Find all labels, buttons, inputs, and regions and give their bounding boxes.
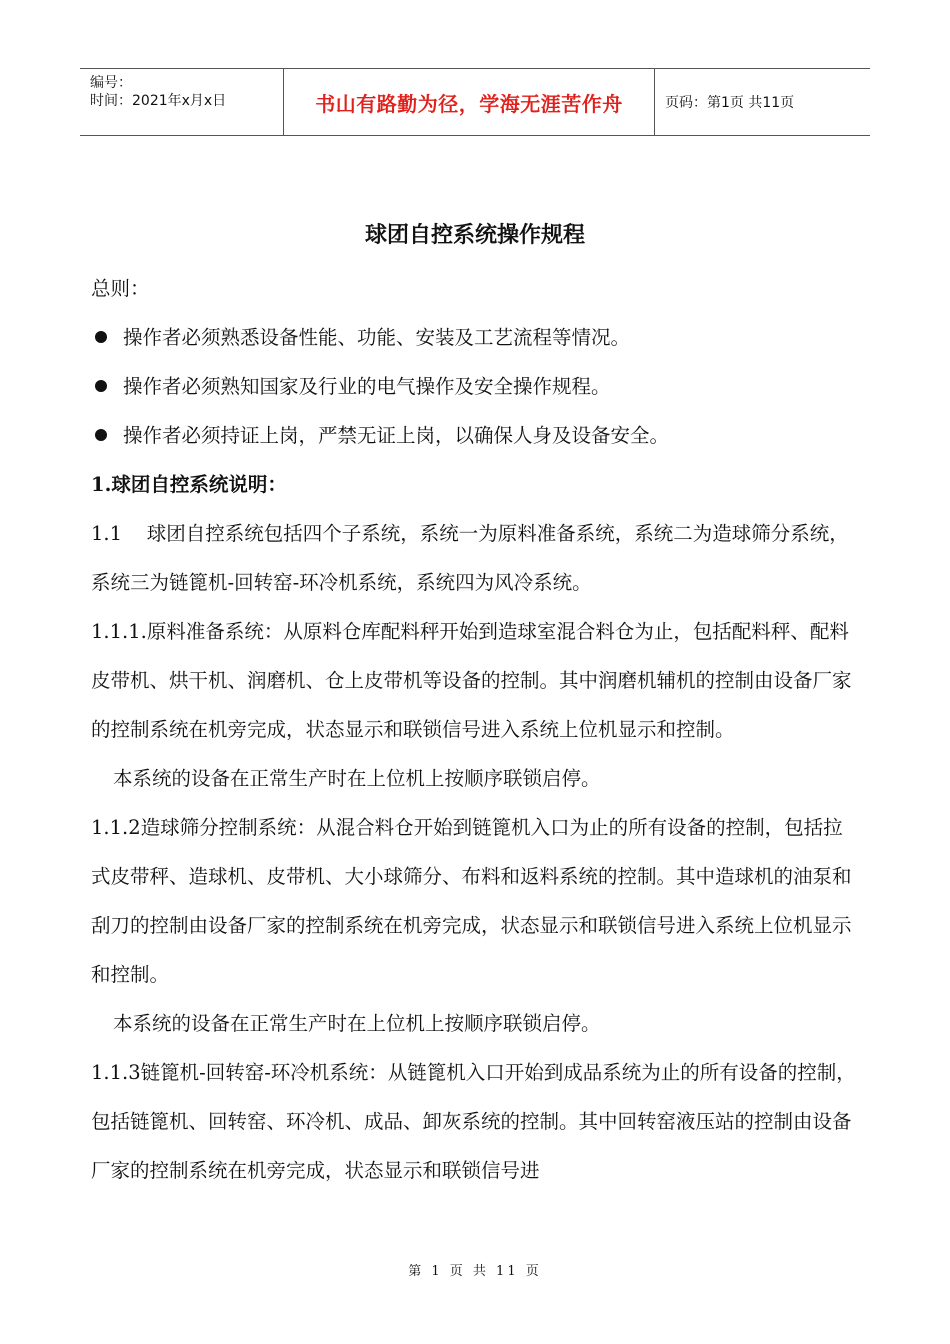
header-motto: 书山有路勤为径，学海无涯苦作舟 <box>283 69 655 135</box>
bullet-dot-icon <box>95 380 107 392</box>
paragraph-1-1-2: 1.1.2造球筛分控制系统：从混合料仓开始到链篦机入口为止的所有设备的控制，包括拉式皮带秤、造球机、皮带机、大小球筛分、布料和返料系统的控制。其中造球机的油泵和刮刀的控制由设备厂家的控制系统在机旁完成，状态显示和联锁信号进入系统上位机显示和控制。 <box>91 816 852 986</box>
paragraph-1-1: 1.1 球团自控系统包括四个子系统，系统一为原料准备系统，系统二为造球筛分系统，系统三为链篦机-回转窑-环冷机系统，系统四为风冷系统。 <box>91 522 849 594</box>
document-body <box>91 264 861 1195</box>
bullet-text: 操作者必须持证上岗，严禁无证上岗，以确保人身及设备安全。 <box>123 424 670 447</box>
general-label: 总则： <box>91 277 150 300</box>
page-header <box>80 68 870 136</box>
bullet-item <box>91 362 861 411</box>
paragraph-1-1-1: 1.1.1.原料准备系统：从原料仓库配料秤开始到造球室混合料仓为止，包括配料秤、配料皮带机、烘干机、润磨机、仓上皮带机等设备的控制。其中润磨机辅机的控制由设备厂家的控制系统在机旁完成，状态显示和联锁信号进入系统上位机显示和控制。 <box>91 620 852 741</box>
document-title: 球团自控系统操作规程 <box>364 223 585 248</box>
paragraph-1-1-1-note: 本系统的设备在正常生产时在上位机上按顺序联锁启停。 <box>113 767 601 790</box>
paragraph-1-1-2-note: 本系统的设备在正常生产时在上位机上按顺序联锁启停。 <box>113 1012 601 1035</box>
document-number-label: 编号： <box>90 75 132 91</box>
bullet-item <box>91 411 861 460</box>
document-time: 时间：2021年x月x日 <box>90 93 227 109</box>
bullet-dot-icon <box>95 331 107 343</box>
page-footer: 第 1 页 共 11 页 <box>408 1264 542 1279</box>
bullet-text: 操作者必须熟悉设备性能、功能、安装及工艺流程等情况。 <box>123 326 631 349</box>
bullet-text: 操作者必须熟知国家及行业的电气操作及安全操作规程。 <box>123 375 611 398</box>
section-heading: 1.球团自控系统说明： <box>91 473 287 496</box>
header-page-info: 页码：第1页 共11页 <box>665 95 795 111</box>
paragraph-1-1-3: 1.1.3链篦机-回转窑-环冷机系统：从链篦机入口开始到成品系统为止的所有设备的控制，包括链篦机、回转窑、环冷机、成品、卸灰系统的控制。其中回转窑液压站的控制由设备厂家的控制系统在机旁完成，状态显示和联锁信号进 <box>91 1061 856 1182</box>
bullet-dot-icon <box>95 429 107 441</box>
bullet-item <box>91 313 861 362</box>
header-meta <box>80 69 283 135</box>
